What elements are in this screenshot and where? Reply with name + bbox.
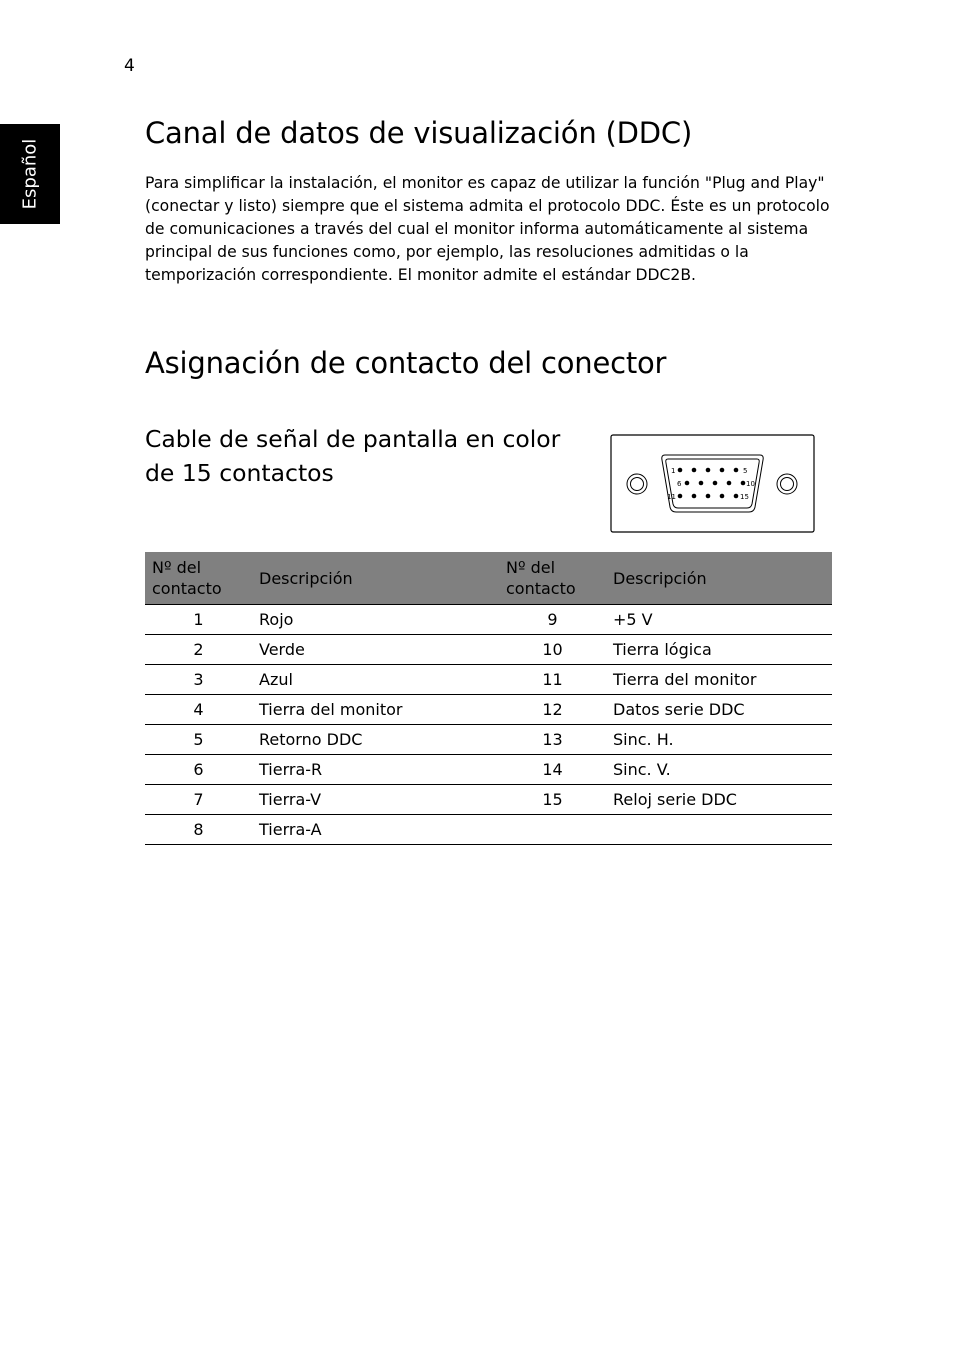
page-number: 4 xyxy=(124,56,135,76)
pin-number: 4 xyxy=(145,695,252,725)
table-row xyxy=(145,635,832,665)
pin-description: Datos serie DDC xyxy=(606,695,832,725)
connector-outline xyxy=(611,435,814,532)
pin-number: 7 xyxy=(145,785,252,815)
table-row xyxy=(145,665,832,695)
table-row xyxy=(145,815,832,845)
pin-description: Verde xyxy=(252,635,499,665)
pin-number: 12 xyxy=(499,695,606,725)
pin-description xyxy=(606,815,832,845)
pin-description: Sinc. H. xyxy=(606,725,832,755)
pin-description: Tierra-V xyxy=(252,785,499,815)
vga-connector-diagram xyxy=(610,434,816,534)
pin-description: Rojo xyxy=(252,605,499,635)
pin-description: Tierra lógica xyxy=(606,635,832,665)
table-header-row xyxy=(145,552,832,605)
table-row xyxy=(145,755,832,785)
pin-description: Sinc. V. xyxy=(606,755,832,785)
header-pin-number-right: Nº del contacto xyxy=(499,552,606,605)
pin-number: 10 xyxy=(499,635,606,665)
pin-label-11: 11 xyxy=(667,493,676,501)
cable-subtitle: Cable de señal de pantalla en color de 15 contactos xyxy=(145,425,561,487)
pin-description: Azul xyxy=(252,665,499,695)
pin-number: 15 xyxy=(499,785,606,815)
pin-number xyxy=(499,815,606,845)
section-title-ddc: Canal de datos de visualización (DDC) xyxy=(145,116,693,150)
pin-number: 11 xyxy=(499,665,606,695)
pin-number: 6 xyxy=(145,755,252,785)
pin-description: Tierra del monitor xyxy=(252,695,499,725)
pin-description: Tierra-R xyxy=(252,755,499,785)
table-row xyxy=(145,785,832,815)
pin-number: 14 xyxy=(499,755,606,785)
pin-label-6: 6 xyxy=(677,480,682,488)
pin-description: +5 V xyxy=(606,605,832,635)
language-tab-label: Español xyxy=(19,138,41,210)
pin-number: 1 xyxy=(145,605,252,635)
pin-number: 8 xyxy=(145,815,252,845)
language-tab xyxy=(0,124,60,224)
header-description-right: Descripción xyxy=(606,552,832,605)
pin-number: 3 xyxy=(145,665,252,695)
pin-description: Tierra-A xyxy=(252,815,499,845)
pin-label-5: 5 xyxy=(743,467,748,475)
section-title-pin-assignment: Asignación de contacto del conector xyxy=(145,346,667,380)
pin-number: 2 xyxy=(145,635,252,665)
pin-label-1: 1 xyxy=(671,467,676,475)
table-row xyxy=(145,695,832,725)
pin-description: Reloj serie DDC xyxy=(606,785,832,815)
pin-number: 13 xyxy=(499,725,606,755)
pin-label-10: 10 xyxy=(746,480,755,488)
header-pin-number-left: Nº del contacto xyxy=(145,552,252,605)
pin-number: 5 xyxy=(145,725,252,755)
pin-number: 9 xyxy=(499,605,606,635)
pin-assignment-table xyxy=(145,552,832,845)
pin-description: Tierra del monitor xyxy=(606,665,832,695)
header-description-left: Descripción xyxy=(252,552,499,605)
table-row xyxy=(145,725,832,755)
pin-label-15: 15 xyxy=(740,493,749,501)
table-row xyxy=(145,605,832,635)
ddc-description: Para simplificar la instalación, el monitor es capaz de utilizar la función "Plug and Play" (conectar y listo) siempre que el sistema admita el protocolo DDC. Éste es un protocolo de comunicaciones a través del cual el monitor informa automáticamente al sistema principal de sus funciones como, por ejemplo, las resoluciones admitidas o la temporización correspondiente. El monitor admite el estándar DDC2B. xyxy=(145,174,830,284)
pin-description: Retorno DDC xyxy=(252,725,499,755)
